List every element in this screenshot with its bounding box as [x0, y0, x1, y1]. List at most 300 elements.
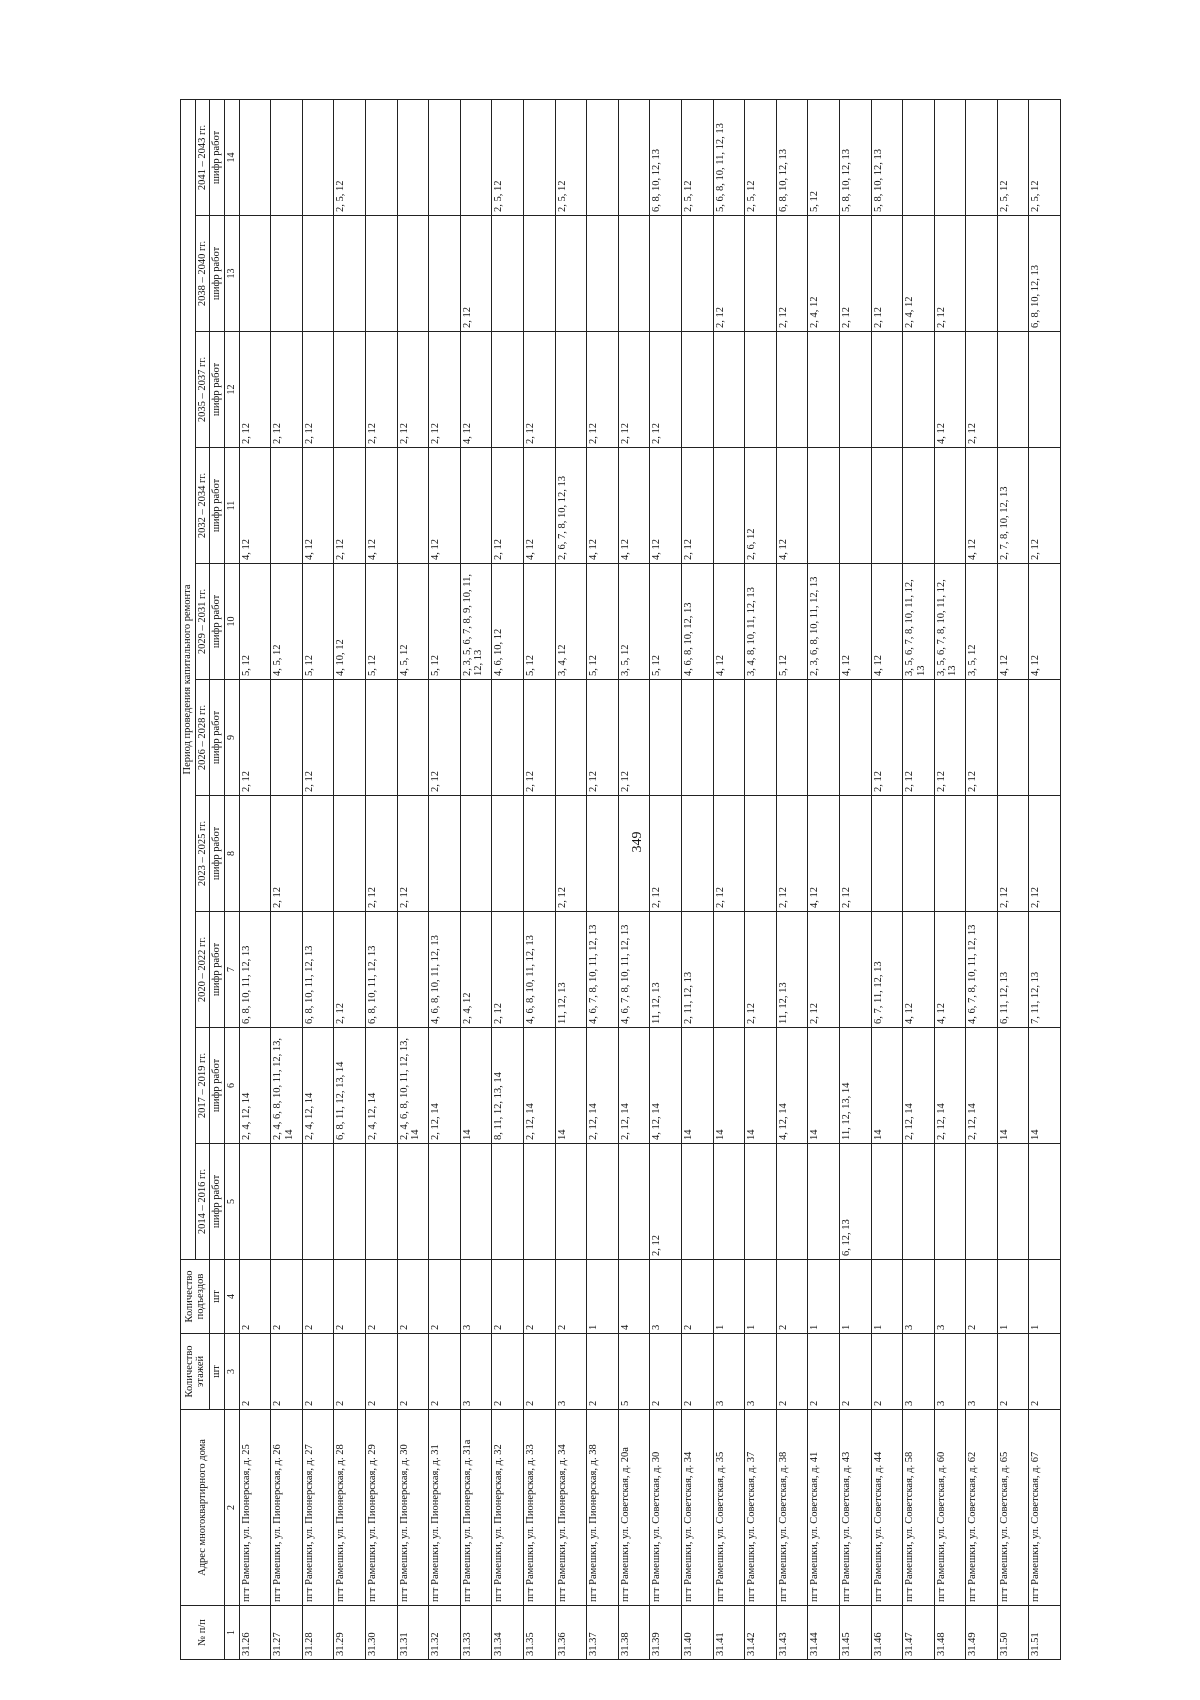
row-work-codes: 6, 8, 10, 11, 12, 13: [239, 912, 271, 1028]
row-entrances: 2: [492, 1260, 524, 1334]
row-work-codes: 6, 8, 10, 11, 12, 13: [366, 912, 398, 1028]
row-work-codes: [1029, 680, 1061, 796]
row-work-codes: 2, 12: [934, 680, 966, 796]
row-work-codes: [239, 796, 271, 912]
row-work-codes: [997, 1144, 1029, 1260]
row-work-codes: 5, 6, 8, 10, 11, 12, 13: [713, 99, 745, 215]
row-work-codes: [555, 680, 587, 796]
row-work-codes: 11, 12, 13, 14: [839, 1028, 871, 1144]
row-entrances: 2: [366, 1260, 398, 1334]
row-work-codes: [934, 448, 966, 564]
row-work-codes: [1029, 332, 1061, 448]
header-entrances-unit: шт: [210, 1260, 225, 1334]
row-work-codes: 2, 12, 14: [618, 1028, 650, 1144]
row-address: пгт Рамешки, ул. Пионерская, д. 34: [555, 1410, 587, 1606]
header-work-code: шифр работ: [210, 332, 225, 448]
row-work-codes: 4, 12: [366, 448, 398, 564]
row-work-codes: 4, 12: [808, 796, 840, 912]
header-period: 2041 – 2043 гг.: [195, 99, 210, 215]
row-work-codes: [713, 1144, 745, 1260]
row-number: 31.46: [871, 1606, 903, 1660]
row-work-codes: [460, 796, 492, 912]
row-work-codes: [713, 912, 745, 1028]
row-address: пгт Рамешки, ул. Советская, д. 20а: [618, 1410, 650, 1606]
row-work-codes: 5, 12: [808, 99, 840, 215]
row-work-codes: 2, 5, 12: [555, 99, 587, 215]
table-row: [966, 99, 998, 1659]
header-period: 2038 – 2040 гг.: [195, 216, 210, 332]
row-work-codes: [523, 99, 555, 215]
row-work-codes: [366, 1144, 398, 1260]
row-work-codes: [492, 680, 524, 796]
row-work-codes: [334, 216, 366, 332]
row-work-codes: 2, 3, 6, 8, 10, 11, 12, 13: [808, 564, 840, 680]
row-work-codes: 3, 5, 6, 7, 8, 10, 11, 12, 13: [903, 564, 935, 680]
table-row: [334, 99, 366, 1659]
row-work-codes: [681, 332, 713, 448]
row-work-codes: 14: [871, 1028, 903, 1144]
row-work-codes: 2, 12: [271, 796, 303, 912]
row-work-codes: 2, 12: [903, 680, 935, 796]
row-work-codes: 3, 5, 12: [966, 564, 998, 680]
row-entrances: 2: [681, 1260, 713, 1334]
row-work-codes: 5, 12: [776, 564, 808, 680]
row-entrances: 2: [966, 1260, 998, 1334]
row-number: 31.32: [429, 1606, 461, 1660]
row-address: пгт Рамешки, ул. Пионерская, д. 31а: [460, 1410, 492, 1606]
row-floors: 2: [839, 1334, 871, 1410]
row-work-codes: 4, 6, 8, 10, 11, 12, 13: [523, 912, 555, 1028]
row-work-codes: 2, 12, 14: [903, 1028, 935, 1144]
header-column-index: 10: [224, 564, 239, 680]
row-floors: 2: [997, 1334, 1029, 1410]
table-row: [523, 99, 555, 1659]
row-work-codes: [271, 216, 303, 332]
row-entrances: 2: [302, 1260, 334, 1334]
row-work-codes: 4, 6, 8, 10, 11, 12, 13: [429, 912, 461, 1028]
row-work-codes: [618, 99, 650, 215]
row-floors: 3: [903, 1334, 935, 1410]
header-period: 2032 – 2034 гг.: [195, 448, 210, 564]
header-work-code: шифр работ: [210, 680, 225, 796]
header-column-index: 1: [224, 1606, 239, 1660]
header-column-index: 6: [224, 1028, 239, 1144]
row-work-codes: 4, 12: [239, 448, 271, 564]
row-work-codes: 2, 12: [239, 680, 271, 796]
row-work-codes: [681, 796, 713, 912]
row-work-codes: 4, 5, 12: [397, 564, 429, 680]
row-work-codes: 4, 5, 12: [271, 564, 303, 680]
table-row: [397, 99, 429, 1659]
row-address: пгт Рамешки, ул. Советская, д. 62: [966, 1410, 998, 1606]
row-work-codes: [334, 332, 366, 448]
row-work-codes: [871, 796, 903, 912]
table-row: [713, 99, 745, 1659]
table-row: [903, 99, 935, 1659]
row-floors: 2: [650, 1334, 682, 1410]
row-work-codes: [871, 332, 903, 448]
row-work-codes: [334, 680, 366, 796]
row-work-codes: [271, 1144, 303, 1260]
row-entrances: 1: [1029, 1260, 1061, 1334]
row-work-codes: [334, 1144, 366, 1260]
row-work-codes: 14: [808, 1028, 840, 1144]
row-work-codes: [334, 796, 366, 912]
header-column-index: 13: [224, 216, 239, 332]
row-work-codes: [460, 1144, 492, 1260]
header-column-index: 2: [224, 1410, 239, 1606]
row-work-codes: 2, 12, 14: [934, 1028, 966, 1144]
row-work-codes: 2, 12: [523, 332, 555, 448]
row-work-codes: 2, 4, 6, 8, 10, 11, 12, 13, 14: [397, 1028, 429, 1144]
row-work-codes: [397, 216, 429, 332]
table-row: [460, 99, 492, 1659]
row-floors: 2: [587, 1334, 619, 1410]
row-work-codes: [903, 332, 935, 448]
row-work-codes: 4, 6, 10, 12: [492, 564, 524, 680]
row-entrances: 3: [903, 1260, 935, 1334]
row-work-codes: 2, 6, 12: [745, 448, 777, 564]
row-number: 31.33: [460, 1606, 492, 1660]
row-work-codes: [587, 99, 619, 215]
row-work-codes: [429, 216, 461, 332]
row-address: пгт Рамешки, ул. Пионерская, д. 30: [397, 1410, 429, 1606]
row-work-codes: 6, 8, 10, 12, 13: [650, 99, 682, 215]
row-work-codes: 4, 12: [966, 448, 998, 564]
row-floors: 2: [334, 1334, 366, 1410]
row-work-codes: 2, 3, 5, 6, 7, 8, 9, 10, 11, 12, 13: [460, 564, 492, 680]
row-work-codes: 2, 12: [839, 216, 871, 332]
row-work-codes: [271, 448, 303, 564]
row-work-codes: [555, 216, 587, 332]
table-header: [181, 99, 240, 1659]
row-work-codes: 2, 12: [429, 332, 461, 448]
row-work-codes: 4, 12: [460, 332, 492, 448]
row-work-codes: [429, 1144, 461, 1260]
row-work-codes: 3, 5, 12: [618, 564, 650, 680]
row-number: 31.48: [934, 1606, 966, 1660]
row-work-codes: 2, 12: [808, 912, 840, 1028]
row-work-codes: [966, 796, 998, 912]
header-address: Адрес многоквартирного дома: [181, 1410, 225, 1606]
row-work-codes: [871, 1144, 903, 1260]
row-work-codes: 2, 12, 14: [966, 1028, 998, 1144]
row-floors: 5: [618, 1334, 650, 1410]
row-number: 31.47: [903, 1606, 935, 1660]
row-floors: 2: [397, 1334, 429, 1410]
row-work-codes: 4, 6, 7, 8, 10, 11, 12, 13: [618, 912, 650, 1028]
header-period: 2026 – 2028 гг.: [195, 680, 210, 796]
row-entrances: 3: [934, 1260, 966, 1334]
row-work-codes: [587, 796, 619, 912]
table-row: [587, 99, 619, 1659]
row-work-codes: 4, 12: [839, 564, 871, 680]
row-floors: 2: [366, 1334, 398, 1410]
row-floors: 2: [239, 1334, 271, 1410]
row-floors: 3: [555, 1334, 587, 1410]
row-work-codes: 5, 12: [302, 564, 334, 680]
row-work-codes: [681, 680, 713, 796]
row-work-codes: [555, 332, 587, 448]
row-number: 31.49: [966, 1606, 998, 1660]
row-work-codes: 2, 5, 12: [1029, 99, 1061, 215]
row-work-codes: 5, 12: [587, 564, 619, 680]
row-work-codes: 2, 12: [334, 448, 366, 564]
row-entrances: 2: [429, 1260, 461, 1334]
row-floors: 3: [934, 1334, 966, 1410]
row-number: 31.39: [650, 1606, 682, 1660]
row-work-codes: [366, 216, 398, 332]
row-work-codes: 2, 12: [429, 680, 461, 796]
row-address: пгт Рамешки, ул. Советская, д. 60: [934, 1410, 966, 1606]
row-work-codes: 2, 5, 12: [492, 99, 524, 215]
row-work-codes: [903, 99, 935, 215]
row-floors: 2: [492, 1334, 524, 1410]
row-work-codes: 2, 4, 12: [808, 216, 840, 332]
table-row: [681, 99, 713, 1659]
row-work-codes: 4, 12: [776, 448, 808, 564]
row-work-codes: [745, 796, 777, 912]
row-work-codes: [934, 1144, 966, 1260]
row-work-codes: 4, 12: [650, 448, 682, 564]
row-work-codes: [397, 448, 429, 564]
row-floors: 3: [713, 1334, 745, 1410]
row-floors: 2: [808, 1334, 840, 1410]
row-work-codes: [997, 332, 1029, 448]
row-floors: 2: [776, 1334, 808, 1410]
row-work-codes: [966, 216, 998, 332]
row-address: пгт Рамешки, ул. Советская, д. 65: [997, 1410, 1029, 1606]
row-work-codes: [302, 1144, 334, 1260]
row-work-codes: [745, 680, 777, 796]
row-work-codes: 4, 12: [903, 912, 935, 1028]
row-work-codes: [523, 1144, 555, 1260]
row-work-codes: [808, 448, 840, 564]
header-period: 2035 – 2037 гг.: [195, 332, 210, 448]
row-number: 31.27: [271, 1606, 303, 1660]
row-number: 31.38: [618, 1606, 650, 1660]
row-work-codes: 2, 12: [713, 216, 745, 332]
row-entrances: 2: [334, 1260, 366, 1334]
row-work-codes: 14: [681, 1028, 713, 1144]
row-work-codes: [808, 332, 840, 448]
row-entrances: 1: [997, 1260, 1029, 1334]
table-row: [239, 99, 271, 1659]
row-work-codes: 2, 12: [966, 332, 998, 448]
row-work-codes: [934, 796, 966, 912]
row-number: 31.43: [776, 1606, 808, 1660]
row-address: пгт Рамешки, ул. Пионерская, д. 25: [239, 1410, 271, 1606]
table-row: [271, 99, 303, 1659]
header-floors: Количество этажей: [181, 1334, 210, 1410]
row-work-codes: 2, 12: [587, 680, 619, 796]
row-work-codes: 14: [713, 1028, 745, 1144]
row-work-codes: 2, 5, 12: [997, 99, 1029, 215]
row-number: 31.28: [302, 1606, 334, 1660]
row-entrances: 2: [239, 1260, 271, 1334]
row-work-codes: 2, 11, 12, 13: [681, 912, 713, 1028]
row-work-codes: 2, 12: [397, 332, 429, 448]
header-column-index: 12: [224, 332, 239, 448]
row-work-codes: 2, 12: [492, 448, 524, 564]
row-work-codes: [871, 448, 903, 564]
row-work-codes: 2, 12: [1029, 796, 1061, 912]
row-address: пгт Рамешки, ул. Пионерская, д. 28: [334, 1410, 366, 1606]
header-column-index: 9: [224, 680, 239, 796]
row-work-codes: 2, 12: [271, 332, 303, 448]
row-work-codes: [460, 99, 492, 215]
row-address: пгт Рамешки, ул. Пионерская, д. 31: [429, 1410, 461, 1606]
row-work-codes: 5, 8, 10, 12, 13: [871, 99, 903, 215]
row-work-codes: [239, 1144, 271, 1260]
row-work-codes: 2, 5, 12: [334, 99, 366, 215]
row-work-codes: [618, 216, 650, 332]
row-work-codes: [681, 1144, 713, 1260]
row-floors: 2: [1029, 1334, 1061, 1410]
row-work-codes: 2, 12: [839, 796, 871, 912]
row-work-codes: 2, 12: [366, 796, 398, 912]
row-work-codes: 4, 12: [1029, 564, 1061, 680]
row-number: 31.41: [713, 1606, 745, 1660]
row-address: пгт Рамешки, ул. Советская, д. 43: [839, 1410, 871, 1606]
row-work-codes: 4, 12: [934, 332, 966, 448]
row-work-codes: 2, 12: [618, 332, 650, 448]
row-work-codes: [776, 680, 808, 796]
row-work-codes: 2, 4, 12, 14: [366, 1028, 398, 1144]
row-work-codes: [302, 99, 334, 215]
row-work-codes: 2, 4, 12: [460, 912, 492, 1028]
row-entrances: 1: [871, 1260, 903, 1334]
row-work-codes: 6, 7, 11, 12, 13: [871, 912, 903, 1028]
row-work-codes: [302, 796, 334, 912]
row-work-codes: [587, 1144, 619, 1260]
row-work-codes: [745, 216, 777, 332]
row-entrances: 2: [523, 1260, 555, 1334]
row-work-codes: [997, 216, 1029, 332]
row-floors: 2: [302, 1334, 334, 1410]
row-entrances: 2: [271, 1260, 303, 1334]
row-number: 31.30: [366, 1606, 398, 1660]
row-work-codes: 2, 12: [745, 912, 777, 1028]
row-work-codes: 2, 12: [239, 332, 271, 448]
row-floors: 3: [966, 1334, 998, 1410]
header-period: 2017 – 2019 гг.: [195, 1028, 210, 1144]
header-work-code: шифр работ: [210, 1028, 225, 1144]
table-row: [745, 99, 777, 1659]
row-number: 31.26: [239, 1606, 271, 1660]
row-work-codes: 2, 12: [650, 332, 682, 448]
row-work-codes: [397, 680, 429, 796]
table-row: [871, 99, 903, 1659]
row-work-codes: 2, 12: [650, 1144, 682, 1260]
row-work-codes: 4, 6, 7, 8, 10, 11, 12, 13: [587, 912, 619, 1028]
row-work-codes: 2, 12, 14: [429, 1028, 461, 1144]
row-number: 31.29: [334, 1606, 366, 1660]
row-work-codes: [934, 99, 966, 215]
header-index-row: [224, 99, 239, 1659]
row-work-codes: 11, 12, 13: [555, 912, 587, 1028]
row-work-codes: 2, 12: [1029, 448, 1061, 564]
header-period: 2023 – 2025 гг.: [195, 796, 210, 912]
row-work-codes: [555, 1144, 587, 1260]
row-work-codes: [650, 216, 682, 332]
row-address: пгт Рамешки, ул. Советская, д. 35: [713, 1410, 745, 1606]
header-work-code: шифр работ: [210, 796, 225, 912]
row-work-codes: [650, 680, 682, 796]
table-row: [1029, 99, 1061, 1659]
row-work-codes: [808, 680, 840, 796]
header-work-code: шифр работ: [210, 912, 225, 1028]
row-floors: 3: [460, 1334, 492, 1410]
row-work-codes: 4, 12: [713, 564, 745, 680]
row-work-codes: 11, 12, 13: [776, 912, 808, 1028]
header-column-index: 11: [224, 448, 239, 564]
row-number: 31.37: [587, 1606, 619, 1660]
row-work-codes: 6, 8, 10, 11, 12, 13: [302, 912, 334, 1028]
row-work-codes: 2, 12: [397, 796, 429, 912]
row-work-codes: 2, 12: [492, 912, 524, 1028]
row-address: пгт Рамешки, ул. Пионерская, д. 38: [587, 1410, 619, 1606]
row-work-codes: [523, 796, 555, 912]
row-entrances: 2: [555, 1260, 587, 1334]
row-work-codes: 4, 6, 8, 10, 12, 13: [681, 564, 713, 680]
row-work-codes: [397, 1144, 429, 1260]
row-address: пгт Рамешки, ул. Советская, д. 34: [681, 1410, 713, 1606]
row-address: пгт Рамешки, ул. Советская, д. 44: [871, 1410, 903, 1606]
row-entrances: 4: [618, 1260, 650, 1334]
row-work-codes: 2, 7, 8, 10, 12, 13: [997, 448, 1029, 564]
row-work-codes: 2, 12: [713, 796, 745, 912]
row-work-codes: 2, 12: [681, 448, 713, 564]
row-work-codes: [302, 216, 334, 332]
row-work-codes: [1029, 1144, 1061, 1260]
header-work-code: шифр работ: [210, 448, 225, 564]
header-floors-unit: шт: [210, 1334, 225, 1410]
row-work-codes: [745, 1144, 777, 1260]
row-work-codes: 5, 8, 10, 12, 13: [839, 99, 871, 215]
row-work-codes: 14: [460, 1028, 492, 1144]
row-floors: 2: [681, 1334, 713, 1410]
row-work-codes: [239, 216, 271, 332]
row-work-codes: 2, 4, 12: [903, 216, 935, 332]
row-floors: 2: [871, 1334, 903, 1410]
header-work-code: шифр работ: [210, 564, 225, 680]
row-address: пгт Рамешки, ул. Советская, д. 38: [776, 1410, 808, 1606]
row-work-codes: 2, 12: [555, 796, 587, 912]
table-row: [555, 99, 587, 1659]
row-entrances: 2: [776, 1260, 808, 1334]
row-work-codes: 3, 5, 6, 7, 8, 10, 11, 12, 13: [934, 564, 966, 680]
row-work-codes: 2, 12: [871, 216, 903, 332]
row-work-codes: [618, 796, 650, 912]
row-work-codes: 2, 6, 7, 8, 10, 12, 13: [555, 448, 587, 564]
row-number: 31.45: [839, 1606, 871, 1660]
row-work-codes: 2, 4, 12, 14: [302, 1028, 334, 1144]
row-work-codes: [966, 1144, 998, 1260]
row-entrances: 3: [460, 1260, 492, 1334]
row-work-codes: [366, 680, 398, 796]
repair-schedule-sheet: [180, 100, 1180, 1660]
row-address: пгт Рамешки, ул. Советская, д. 30: [650, 1410, 682, 1606]
row-work-codes: 5, 12: [650, 564, 682, 680]
row-work-codes: 4, 10, 12: [334, 564, 366, 680]
row-work-codes: [808, 1144, 840, 1260]
table-row: [997, 99, 1029, 1659]
table-row: [302, 99, 334, 1659]
row-work-codes: 2, 12: [460, 216, 492, 332]
row-work-codes: [271, 680, 303, 796]
row-work-codes: 2, 12: [871, 680, 903, 796]
